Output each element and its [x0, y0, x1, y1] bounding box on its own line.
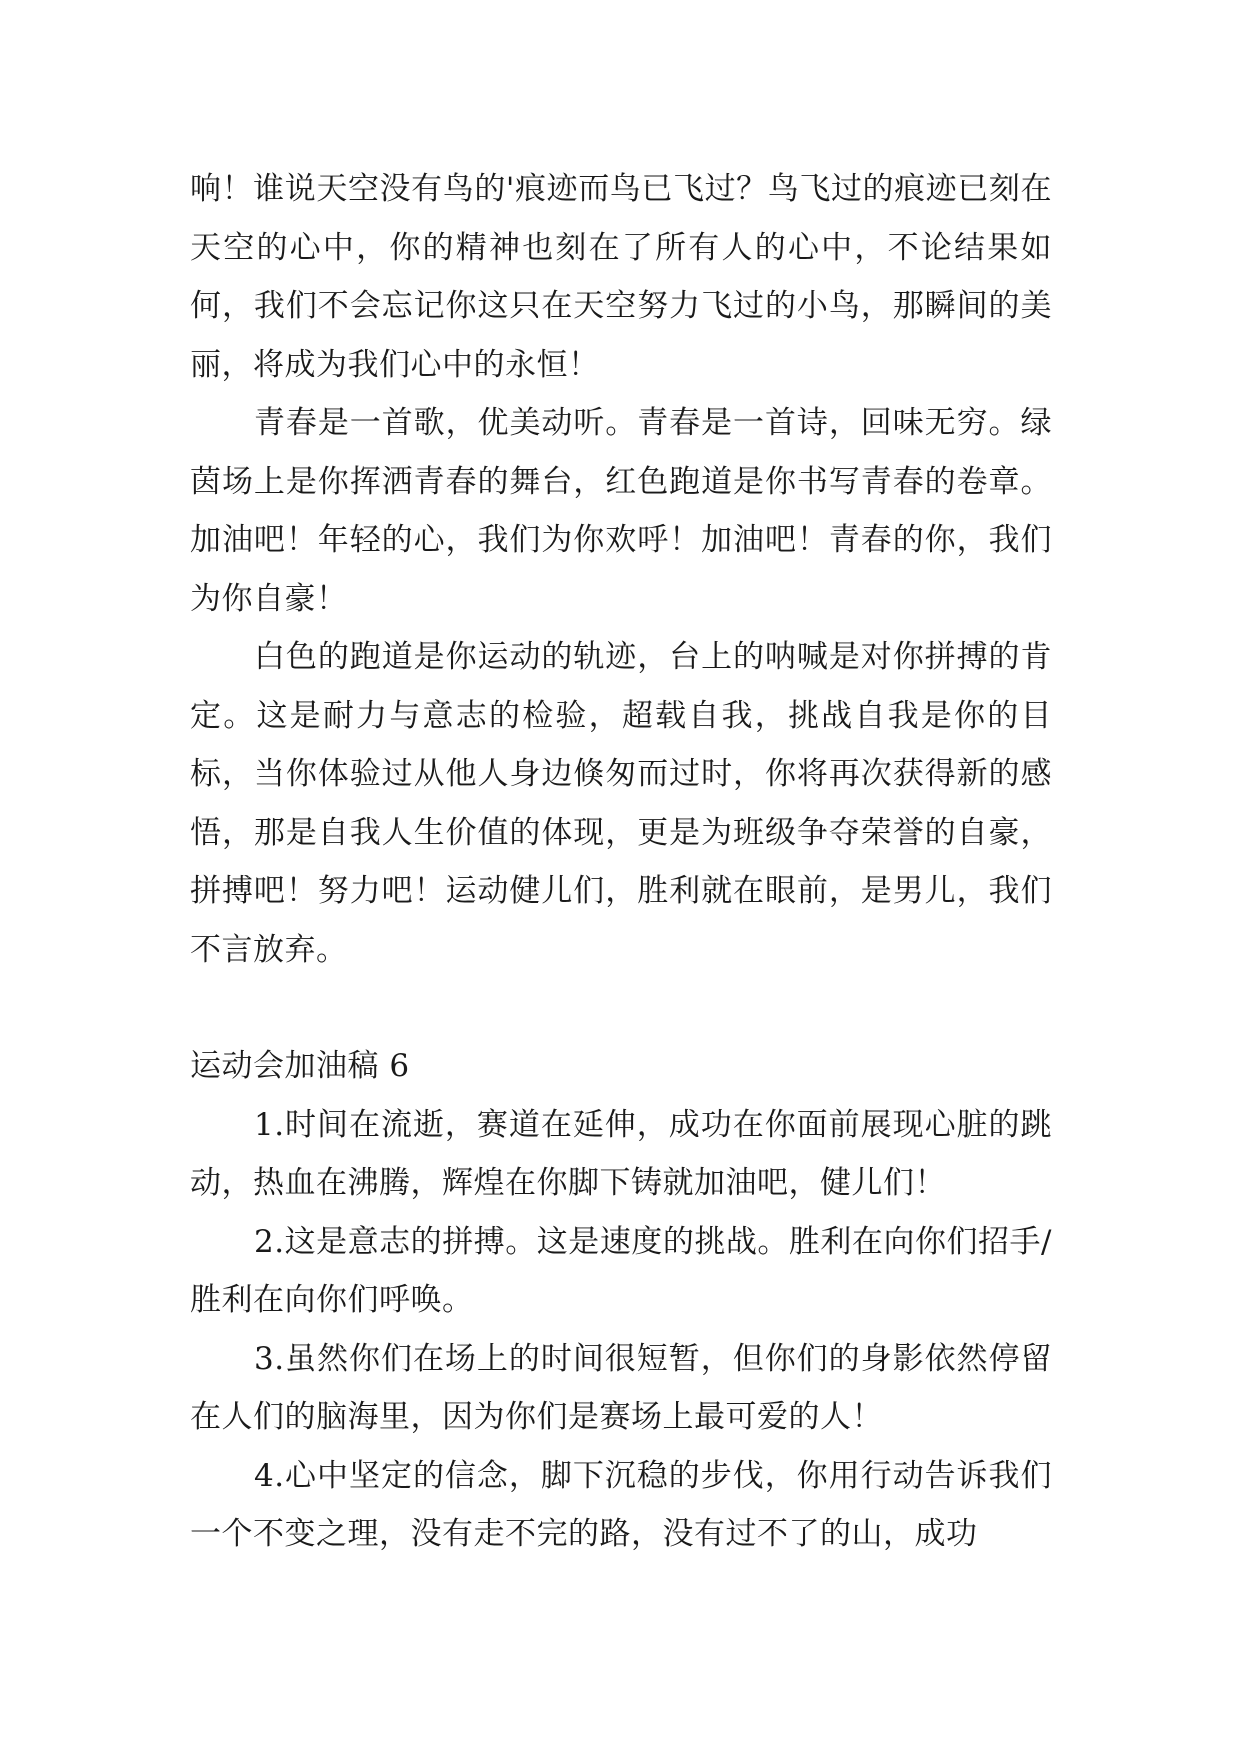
list-item-1: 1.时间在流逝，赛道在延伸，成功在你面前展现心脏的跳动，热血在沸腾，辉煌在你脚下铸就加油吧，健儿们！: [190, 1106, 1052, 1201]
section-title: 运动会加油稿 6: [190, 1048, 410, 1084]
list-item-4: 4.心中坚定的信念，脚下沉稳的步伐，你用行动告诉我们一个不变之理，没有走不完的路，没有过不了的山，成功: [190, 1457, 1052, 1552]
document-body: [190, 160, 1052, 1564]
paragraph-continued: 响！谁说天空没有鸟的'痕迹而鸟已飞过？鸟飞过的痕迹已刻在天空的心中，你的精神也刻在了所有人的心中，不论结果如何，我们不会忘记你这只在天空努力飞过的小鸟，那瞬间的美丽，将成为我们心中的永恒！: [190, 171, 1052, 383]
paragraph-youth: 青春是一首歌，优美动听。青春是一首诗，回味无穷。绿茵场上是你挥洒青春的舞台，红色跑道是你书写青春的卷章。加油吧！年轻的心，我们为你欢呼！加油吧！青春的你，我们为你自豪！: [190, 405, 1052, 617]
list-item-2: 2.这是意志的拼搏。这是速度的挑战。胜利在向你们招手/胜利在向你们呼唤。: [190, 1223, 1052, 1318]
paragraph-track: 白色的跑道是你运动的轨迹，台上的呐喊是对你拼搏的肯定。这是耐力与意志的检验，超载自我，挑战自我是你的目标，当你体验过从他人身边倏匆而过时，你将再次获得新的感悟，那是自我人生价值的体现，更是为班级争夺荣誉的自豪，拼搏吧！努力吧！运动健儿们，胜利就在眼前，是男儿，我们不言放弃。: [190, 639, 1052, 968]
list-item-3: 3.虽然你们在场上的时间很短暂，但你们的身影依然停留在人们的脑海里，因为你们是赛场上最可爱的人！: [190, 1340, 1052, 1435]
